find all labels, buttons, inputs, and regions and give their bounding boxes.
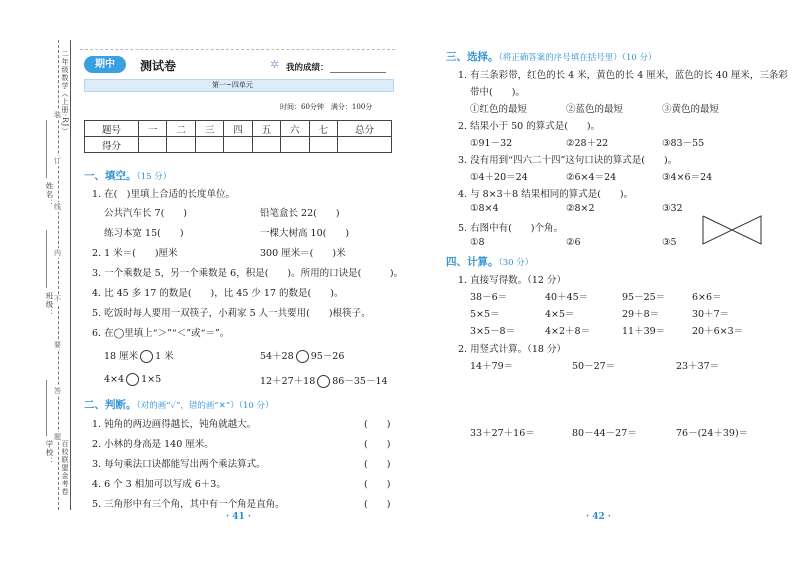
compare-right: 1×5 bbox=[141, 374, 162, 385]
option[interactable]: ②28＋22 bbox=[566, 138, 609, 149]
section4-heading bbox=[446, 254, 533, 269]
score-label: 我的成绩： bbox=[286, 63, 329, 73]
compare-left: 12＋27＋18 bbox=[260, 376, 316, 387]
section1-points: （15 分） bbox=[136, 172, 172, 182]
score-table-score-row bbox=[85, 137, 392, 153]
judge-bracket[interactable]: ( ) bbox=[364, 499, 391, 510]
judge-bracket[interactable]: ( ) bbox=[364, 419, 391, 430]
section3-title: 三、选择。 bbox=[446, 51, 499, 63]
calc-item: 3×5－8＝ bbox=[470, 326, 516, 337]
score-cell: 七 bbox=[309, 121, 337, 137]
compare-item bbox=[104, 373, 161, 386]
paper-title: 测试卷 bbox=[140, 59, 177, 73]
section1-title: 一、填空。 bbox=[84, 170, 137, 182]
score-cell: 总分 bbox=[337, 121, 391, 137]
option[interactable]: ③黄色的最短 bbox=[662, 104, 720, 115]
name-label: 姓名： bbox=[45, 182, 54, 208]
time-info: 时间：60分钟 满分：100分 bbox=[280, 103, 373, 111]
calc-item: 4×5＝ bbox=[545, 309, 575, 320]
score-input-cell[interactable] bbox=[281, 137, 309, 153]
s1-q1-item: 练习本宽 15( ) bbox=[104, 228, 184, 239]
vertical-calc-item: 14＋79＝ bbox=[470, 361, 514, 372]
calc-item: 40＋45＝ bbox=[545, 292, 589, 303]
option[interactable]: ①4＋20＝24 bbox=[470, 172, 528, 183]
compare-right: 1 米 bbox=[155, 351, 174, 362]
option[interactable]: ③5 bbox=[662, 237, 677, 248]
section1-heading bbox=[84, 168, 171, 183]
calc-item: 6×6＝ bbox=[692, 292, 722, 303]
s1-q2b: 300 厘米＝( )米 bbox=[260, 248, 346, 259]
exam-badge bbox=[84, 56, 126, 73]
option[interactable]: ③83－55 bbox=[662, 138, 705, 149]
left-page-number: · 41 · bbox=[226, 512, 252, 522]
s4-q2: 2. 用竖式计算。（18 分） bbox=[458, 344, 566, 355]
judge-bracket[interactable]: ( ) bbox=[364, 439, 391, 450]
judge-bracket[interactable]: ( ) bbox=[364, 459, 391, 470]
compare-right: 86－35－14 bbox=[332, 376, 388, 387]
seal-char: 线 bbox=[54, 203, 61, 211]
seal-char: 题 bbox=[54, 433, 61, 441]
s3-q4: 4. 与 8×3＋8 结果相同的算式是( )。 bbox=[458, 189, 634, 200]
score-cell: 一 bbox=[139, 121, 167, 137]
option[interactable]: ①8×4 bbox=[470, 203, 499, 214]
header-top-rule bbox=[80, 49, 395, 50]
name-underline bbox=[46, 120, 47, 178]
s1-q1-item: 一棵大树高 10( ) bbox=[260, 228, 350, 239]
section4-title: 四、计算。 bbox=[446, 256, 499, 268]
option[interactable]: ②8×2 bbox=[566, 203, 595, 214]
judge-item: 1. 钝角的两边画得越长，钝角就越大。 bbox=[92, 419, 257, 430]
s3-q2: 2. 结果小于 50 的算式是( )。 bbox=[458, 121, 601, 132]
calc-item: 30＋7＝ bbox=[692, 309, 730, 320]
s1-q1-item: 铅笔盒长 22( ) bbox=[260, 208, 340, 219]
seal-char: 装 bbox=[54, 111, 61, 119]
option[interactable]: ①红色的最短 bbox=[470, 104, 528, 115]
judge-bracket[interactable]: ( ) bbox=[364, 479, 391, 490]
units-text: 第一~四单元 bbox=[212, 81, 253, 89]
calc-item: 11＋39＝ bbox=[622, 326, 666, 337]
s4-q1: 1. 直接写得数。（12 分） bbox=[458, 275, 566, 286]
s1-q4: 4. 比 45 多 17 的数是( )，比 45 少 17 的数是( )。 bbox=[92, 288, 344, 299]
school-label: 学校： bbox=[45, 440, 54, 466]
compare-circle[interactable] bbox=[126, 373, 139, 386]
judge-item: 4. 6 个 3 相加可以写成 6＋3。 bbox=[92, 479, 226, 490]
compare-circle[interactable] bbox=[296, 350, 309, 363]
score-cell: 题号 bbox=[85, 121, 139, 137]
bottom-label: 百校联盟金考卷 bbox=[61, 440, 69, 496]
option[interactable]: ①8 bbox=[470, 237, 485, 248]
s1-q3: 3. 一个乘数是 5，另一个乘数是 6，积是( )。所用的口诀是( )。 bbox=[92, 268, 404, 279]
compare-left: 54＋28 bbox=[260, 351, 294, 362]
vertical-calc-item: 76－(24＋39)＝ bbox=[676, 428, 749, 439]
score-blank bbox=[330, 72, 386, 73]
s3-q1-line1: 1. 有三条彩带，红色的长 4 米，黄色的长 4 厘米，蓝色的长 40 厘米，三条彩 bbox=[458, 70, 788, 81]
s1-q1: 1. 在( )里填上合适的长度单位。 bbox=[92, 189, 235, 200]
score-cell: 二 bbox=[167, 121, 195, 137]
vertical-calc-item: 50－27＝ bbox=[572, 361, 616, 372]
score-input-cell[interactable] bbox=[337, 137, 391, 153]
section2-heading bbox=[84, 397, 274, 412]
vertical-calc-item: 23＋37＝ bbox=[676, 361, 720, 372]
calc-item: 20＋6×3＝ bbox=[692, 326, 744, 337]
seal-char: 内 bbox=[54, 249, 61, 257]
option[interactable]: ②6 bbox=[566, 237, 581, 248]
compare-item bbox=[260, 373, 388, 388]
s3-q5: 5. 右图中有( )个角。 bbox=[458, 223, 563, 234]
calc-item: 95－25＝ bbox=[622, 292, 666, 303]
score-input-cell[interactable] bbox=[139, 137, 167, 153]
calc-item: 29＋8＝ bbox=[622, 309, 660, 320]
score-cell: 五 bbox=[252, 121, 280, 137]
class-underline bbox=[46, 230, 47, 288]
compare-item bbox=[104, 348, 174, 363]
compare-circle[interactable] bbox=[317, 375, 330, 388]
judge-item: 3. 每句乘法口诀都能写出两个乘法算式。 bbox=[92, 459, 266, 470]
right-page-number: · 42 · bbox=[586, 512, 612, 522]
section2-note: （对的画“✓”，错的画“✕”）（10 分） bbox=[136, 401, 274, 411]
score-cell: 三 bbox=[195, 121, 223, 137]
score-table bbox=[84, 120, 392, 153]
option[interactable]: ②蓝色的最短 bbox=[566, 104, 624, 115]
section3-note: （将正确答案的序号填在括号里）（10 分） bbox=[498, 53, 657, 63]
s1-q1-item: 公共汽车长 7( ) bbox=[104, 208, 187, 219]
compare-left: 18 厘米 bbox=[104, 351, 139, 362]
judge-item: 5. 三角形中有三个角，其中有一个角是直角。 bbox=[92, 499, 285, 510]
score-input-cell[interactable] bbox=[224, 137, 252, 153]
section2-title: 二、判断。 bbox=[84, 399, 137, 411]
s3-q3: 3. 没有用到“四六二十四”这句口诀的算式是( )。 bbox=[458, 155, 678, 166]
score-input-cell[interactable] bbox=[309, 137, 337, 153]
section4-points: （30 分） bbox=[498, 258, 534, 268]
seal-char: 订 bbox=[54, 157, 61, 165]
s3-q1-line2: 带中( )。 bbox=[470, 87, 525, 98]
option[interactable]: ③4×6＝24 bbox=[662, 172, 713, 183]
score-input-cell[interactable] bbox=[195, 137, 223, 153]
binding-line bbox=[70, 40, 71, 510]
school-underline bbox=[46, 380, 47, 436]
seal-char: 要 bbox=[54, 341, 61, 349]
score-input-cell[interactable] bbox=[252, 137, 280, 153]
compare-circle[interactable] bbox=[140, 350, 153, 363]
score-input-cell[interactable] bbox=[167, 137, 195, 153]
spine-text: 二年级数学（上册·RJ） bbox=[61, 50, 69, 136]
score-cell: 得分 bbox=[85, 137, 139, 153]
badge-text: 期中 bbox=[95, 59, 115, 70]
score-table-header-row bbox=[85, 121, 392, 137]
vertical-calc-item: 33＋27＋16＝ bbox=[470, 428, 535, 439]
calc-item: 4×2＋8＝ bbox=[545, 326, 591, 337]
compare-item bbox=[260, 348, 344, 363]
s1-q5: 5. 吃饭时每人要用一双筷子，小莉家 5 人一共要用( )根筷子。 bbox=[92, 308, 371, 319]
calc-item: 5×5＝ bbox=[470, 309, 500, 320]
seal-char: 答 bbox=[54, 387, 61, 395]
s1-q6: 6. 在◯里填上“＞”“＜”或“＝”。 bbox=[92, 328, 230, 339]
s1-q2a: 2. 1 米＝( )厘米 bbox=[92, 248, 178, 259]
option[interactable]: ①91－32 bbox=[470, 138, 513, 149]
star-icon: ✲ bbox=[270, 58, 280, 71]
score-cell: 六 bbox=[281, 121, 309, 137]
section3-heading bbox=[446, 49, 657, 64]
vertical-calc-item: 80－44－27＝ bbox=[572, 428, 637, 439]
class-label: 班级： bbox=[45, 292, 54, 318]
calc-item: 38－6＝ bbox=[470, 292, 508, 303]
option[interactable]: ③32 bbox=[662, 203, 683, 214]
angle-figure bbox=[700, 212, 764, 248]
compare-left: 4×4 bbox=[104, 374, 125, 385]
judge-item: 2. 小林的身高是 140 厘米。 bbox=[92, 439, 214, 450]
compare-right: 95－26 bbox=[310, 351, 345, 362]
score-cell: 四 bbox=[224, 121, 252, 137]
option[interactable]: ②6×4＝24 bbox=[566, 172, 617, 183]
seal-char: 不 bbox=[54, 295, 61, 303]
